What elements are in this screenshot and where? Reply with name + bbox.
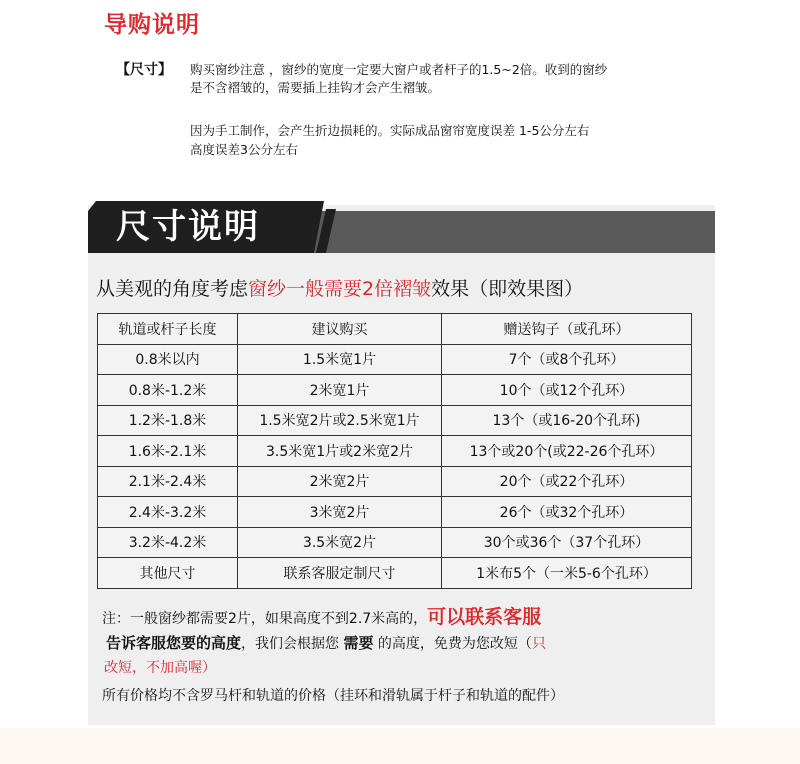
note-line-1: 购买窗纱注意 ，窗纱的宽度一定要大窗户或者杆子的1.5~2倍。收到的窗纱 <box>190 62 608 77</box>
footer-note-3: 改短，不加高喔） <box>104 660 216 676</box>
footer-text: 的高度，免费为您改短（ <box>373 636 532 652</box>
table-row <box>98 344 692 375</box>
footer-note-2 <box>106 632 546 653</box>
subtitle-part3: 效果（即效果图） <box>431 278 584 300</box>
banner-title: 尺寸说明 <box>116 207 260 247</box>
table-cell: 0.8米以内 <box>98 344 238 375</box>
table-header-cell: 建议购买 <box>238 314 442 345</box>
footer-bold-text: 需要 <box>343 634 374 652</box>
table-cell: 其他尺寸 <box>98 558 238 589</box>
table-cell: 10个（或12个孔环） <box>442 375 692 406</box>
table-header-cell: 轨道或杆子长度 <box>98 314 238 345</box>
table-cell: 2米宽2片 <box>238 466 442 497</box>
table-cell: 13个（或16-20个孔环) <box>442 405 692 436</box>
table-cell: 2.1米-2.4米 <box>98 466 238 497</box>
subtitle <box>96 274 583 301</box>
table-cell: 13个或20个(或22-26个孔环） <box>442 436 692 467</box>
table-header-cell: 赠送钩子（或孔环） <box>442 314 692 345</box>
table-cell: 1.6米-2.1米 <box>98 436 238 467</box>
subtitle-highlight: 窗纱一般需要2倍褶皱 <box>248 278 432 300</box>
table-row <box>98 497 692 528</box>
table-cell: 2米宽1片 <box>238 375 442 406</box>
contact-service-highlight: 可以联系客服 <box>427 606 542 628</box>
footer-text: ，我们会根据您 <box>241 636 344 652</box>
table-cell: 0.8米-1.2米 <box>98 375 238 406</box>
table-row <box>98 405 692 436</box>
table-cell: 2.4米-3.2米 <box>98 497 238 528</box>
bottom-strip <box>0 728 800 764</box>
size-label: 【尺寸】 <box>116 62 172 78</box>
table-row <box>98 436 692 467</box>
subtitle-part1: 从美观的角度考虑 <box>96 278 249 300</box>
table-cell: 3米宽2片 <box>238 497 442 528</box>
table-cell: 1米布5个（一米5-6个孔环） <box>442 558 692 589</box>
table-cell: 3.5米宽2片 <box>238 527 442 558</box>
table-row <box>98 558 692 589</box>
table-cell: 30个或36个（37个孔环） <box>442 527 692 558</box>
table-cell: 3.5米宽1片或2米宽2片 <box>238 436 442 467</box>
table-row <box>98 375 692 406</box>
footer-note-4: 所有价格均不含罗马杆和轨道的价格（挂环和滑轨属于杆子和轨道的配件） <box>102 688 564 704</box>
table-row <box>98 527 692 558</box>
size-table <box>97 313 692 589</box>
guide-title: 导购说明 <box>104 12 200 38</box>
table-cell: 1.5米宽2片或2.5米宽1片 <box>238 405 442 436</box>
note-line-3: 因为手工制作，会产生折边损耗的。实际成品窗帘宽度误差 1-5公分左右 <box>190 123 590 138</box>
table-cell: 3.2米-4.2米 <box>98 527 238 558</box>
footer-text: 注：一般窗纱都需要2片，如果高度不到2.7米高的， <box>102 611 428 627</box>
table-cell: 7个（或8个孔环） <box>442 344 692 375</box>
table-cell: 1.5米宽1片 <box>238 344 442 375</box>
table-header-row <box>98 314 692 345</box>
table-cell: 26个（或32个孔环） <box>442 497 692 528</box>
footer-bold-text: 告诉客服您要的高度 <box>106 634 242 652</box>
table-cell: 联系客服定制尺寸 <box>238 558 442 589</box>
footer-red-text: 只 <box>531 636 546 652</box>
table-row <box>98 466 692 497</box>
table-cell: 20个（或22个孔环） <box>442 466 692 497</box>
note-line-4: 高度误差3公分左右 <box>190 142 298 157</box>
note-line-2: 是不含褶皱的，需要插上挂钩才会产生褶皱。 <box>190 80 441 95</box>
table-cell: 1.2米-1.8米 <box>98 405 238 436</box>
footer-note-1 <box>102 602 541 629</box>
